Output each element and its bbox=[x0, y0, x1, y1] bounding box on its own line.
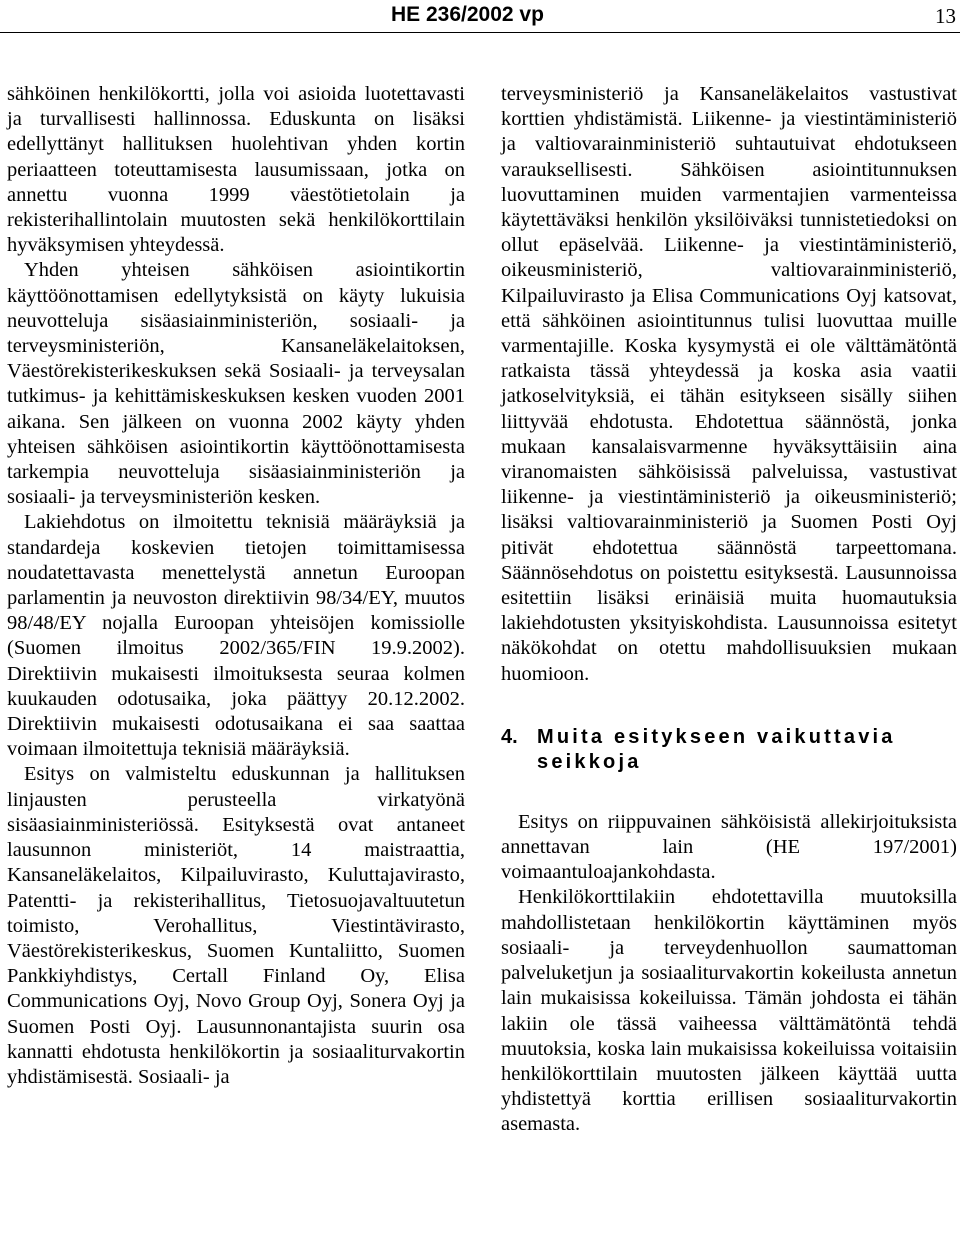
section-title-line2: seikkoja bbox=[537, 750, 642, 773]
page-number: 13 bbox=[935, 4, 956, 28]
section-title-line1: Muita esitykseen vaikuttavia bbox=[537, 725, 896, 748]
left-column bbox=[7, 82, 465, 1090]
right-column bbox=[501, 82, 957, 1138]
page-header bbox=[0, 0, 960, 34]
section-number: 4. bbox=[501, 725, 518, 748]
paragraph: sähköinen henkilökortti, jolla voi asioida luotettavasti ja turvallisesti hallinnossa. Eduskunta on lisäksi edellyttänyt hallituksen huolehtivan yhden kortin periaatteen toteuttamisesta lausumissaan, jotka on annettu vuonna 1999 väestötietolain ja rekisterihallintolain muutosten sekä henkilökorttilain hyväksymisen yhteydessä. bbox=[7, 83, 465, 257]
paragraph: terveysministeriö ja Kansaneläkelaitos vastustivat korttien yhdistämistä. Liikenne- ja viestintäministeriö ja valtiovarainministeriö suhtautuivat ehdotukseen varauksellisesti. Sähköisen asiointitunnuksen luovuttaminen muiden varmentajien varmenteissa käytettäväksi henkilön yksilöiväksi tunnistetiedoksi on ollut epäselvää. Liikenne- ja viestintäministeriö, oikeusministeriö, valtiovarainministeriö, Kilpailuvirasto ja Elisa Communications Oyj katsovat, että sähköinen asiointitunnus tulisi luovuttaa muille varmentajille. Koska kysymystä ei ole välttämätöntä ratkaista tässä yhteydessä ja koska asia vaatii jatkoselvityksiä, ei tähän esitykseen sisälly siihen liittyvää ehdotusta. Ehdotettua säännöstä, jonka mukaan kansalaisvarmenne hyväksyttäisiin aina viranomaisten sähköisissä palveluissa, vastustivat liikenne- ja viestintäministeriö ja oikeusministeriö; lisäksi valtiovarainministeriö ja Suomen Posti Oyj pitivät ehdotettua säännöstä tarpeettomana. Säännösehdotus on poistettu esityksestä. Lausunnoissa esitettiin lisäksi erinäisiä muita huomautuksia lakiehdotusten yksityiskohdista. Lausunnoissa esitetyt näkökohdat on otettu mahdollisuuksien mukaan huomioon. bbox=[501, 83, 957, 685]
paragraph: Henkilökorttilakiin ehdotettavilla muutoksilla mahdollistetaan henkilökortin käyttäminen myös sosiaali- ja terveydenhuollon saumattoman palveluketjun ja sosiaaliturvakortin kokeilusta annetun lain mukaisissa kokeiluissa. Tämän johdosta ei tähän lakiin ole tässä vaiheessa välttämätöntä tehdä muutoksia, koska lain mukaisissa kokeiluissa voitaisiin henkilökorttilain muutosten jälkeen käyttää uutta yhdistettyä korttia erillisen sosiaaliturvakortin asemasta. bbox=[501, 886, 957, 1136]
document-id: HE 236/2002 vp bbox=[391, 3, 544, 26]
paragraph: Esitys on riippuvainen sähköisistä allekirjoituksista annettavan lain (HE 197/2001) voimaantuloajankohdasta. bbox=[501, 810, 957, 884]
paragraph: Lakiehdotus on ilmoitettu teknisiä määräyksiä ja standardeja koskevien tietojen toimittamisessa noudatettavasta menettelystä annetun Euroopan parlamentin ja neuvoston direktiivin 98/34/EY, muutos 98/48/EY nojalla Euroopan yhteisöjen komissiolle (Suomen ilmoitus 2002/365/FIN 19.9.2002). Direktiivin mukaisesti ilmoituksesta seuraa kolmen kuukauden odotusaika, joka päättyy 20.12.2002. Direktiivin mukaisesti odotusaikana ei saa saattaa voimaan ilmoitettuja teknisiä määräyksiä. bbox=[7, 511, 465, 761]
header-rule bbox=[0, 32, 960, 33]
paragraph: Yhden yhteisen sähköisen asiointikortin käyttöönottamisen edellytyksistä on käyty lukuisia neuvotteluja sisäasiainministeriön, sosiaali- ja terveysministeriön, Kansaneläkelaitoksen, Väestörekisterikeskuksen sekä Sosiaali- ja terveysalan tutkimus- ja kehittämiskeskuksen kesken vuoden 2001 aikana. Sen jälkeen on vuonna 2002 käyty yhden yhteisen sähköisen asiointikortin käyttöönottamisesta tarkempia neuvotteluja sisäasiainministeriön ja sosiaali- ja terveysministeriön kesken. bbox=[7, 259, 465, 509]
section-heading bbox=[501, 725, 957, 775]
paragraph: Esitys on valmisteltu eduskunnan ja hallituksen linjausten perusteella virkatyönä sisäasiainministeriössä. Esityksestä ovat antaneet lausunnon ministeriöt, 14 maistraattia, Kansaneläkelaitos, Kilpailuvirasto, Kuluttajavirasto, Patentti- ja rekisterihallitus, Tietosuojavaltuutetun toimisto, Verohallitus, Viestintävirasto, Väestörekisterikeskus, Suomen Kuntaliitto, Suomen Pankkiyhdistys, Certall Finland Oy, Elisa Communications Oyj, Novo Group Oyj, Sonera Oyj ja Suomen Posti Oyj. Lausunnonantajista suurin osa kannatti ehdotusta henkilökortin ja sosiaaliturvakortin yhdistämisestä. Sosiaali- ja bbox=[7, 763, 465, 1088]
